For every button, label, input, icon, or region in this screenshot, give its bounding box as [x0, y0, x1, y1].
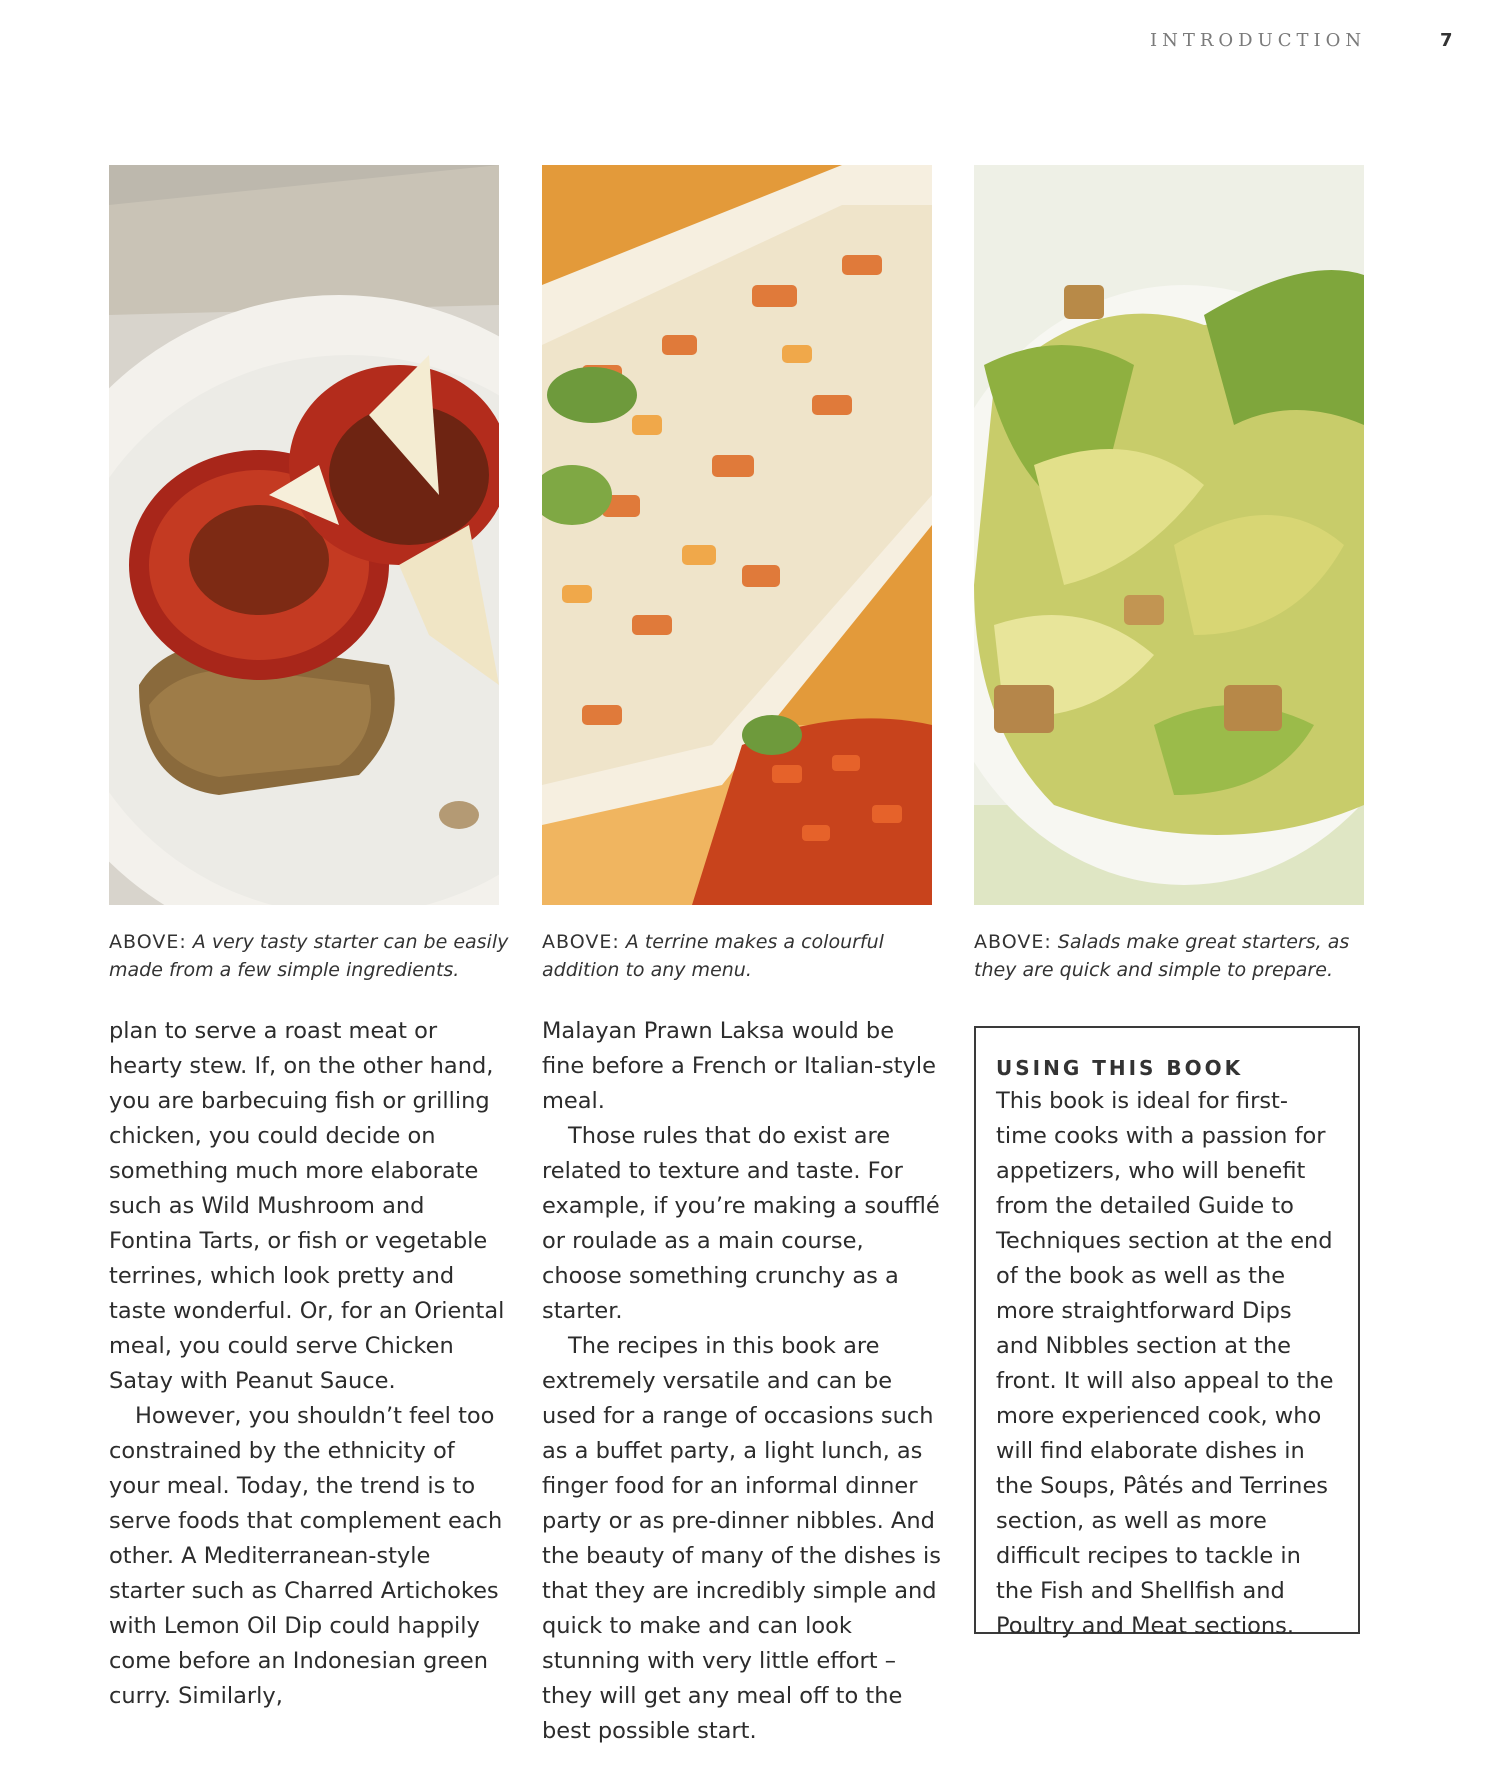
sidebar-title: USING THIS BOOK	[996, 1056, 1244, 1080]
tomato-bruschetta-photo	[109, 165, 499, 905]
paragraph: Those rules that do exist are related to texture and taste. For example, if you’re making a soufflé or roulade as a main course, choose something crunchy as a starter.	[542, 1123, 940, 1324]
terrine-photo	[542, 165, 932, 905]
caption-lead: ABOVE:	[974, 931, 1052, 953]
caesar-salad-photo	[974, 165, 1364, 905]
sidebar-body: This book is ideal for first-time cooks with a passion for appetizers, who will benefit from the detailed Guide to Techniques section at the end of the book as well as the more straightforward Dips and Nibbles section at the front. It will also appeal to the more experienced cook, who will find elaborate dishes in the Soups, Pâtés and Terrines section, as well as more difficult recipes to tackle in the Fish and Shellfish and Poultry and Meat sections.	[996, 1088, 1334, 1639]
paragraph: plan to serve a roast meat or hearty stew. If, on the other hand, you are barbecuing fish or grilling chicken, you could decide on something much more elaborate such as Wild Mushroom and Fontina Tarts, or fish or vegetable terrines, which look pretty and taste wonderful. Or, for an Oriental meal, you could serve Chicken Satay with Peanut Sauce.	[109, 1018, 505, 1394]
using-this-book-box	[974, 1026, 1360, 1639]
caption-2	[542, 928, 922, 984]
caption-text: A terrine makes a colourful addition to any menu.	[542, 931, 884, 981]
body-column-2	[542, 1014, 942, 1749]
caption-text: Salads make great starters, as they are quick and simple to prepare.	[974, 931, 1350, 981]
caption-lead: ABOVE:	[542, 931, 620, 953]
running-head: INTRODUCTION	[1150, 30, 1367, 51]
page-number: 7	[1440, 30, 1453, 51]
caption-1	[109, 928, 509, 984]
caption-text: A very tasty starter can be easily made from a few simple ingredients.	[109, 931, 509, 981]
body-column-1	[109, 1014, 509, 1714]
paragraph: However, you shouldn’t feel too constrained by the ethnicity of your meal. Today, the trend is to serve foods that complement each other. A Mediterranean-style starter such as Charred Artichokes with Lemon Oil Dip could happily come before an Indonesian green curry. Similarly,	[109, 1403, 503, 1709]
caption-3	[974, 928, 1354, 984]
paragraph: The recipes in this book are extremely versatile and can be used for a range of occasions such as a buffet party, a light lunch, as finger food for an informal dinner party or as pre-dinner nibbles. And the beauty of many of the dishes is that they are incredibly simple and quick to make and can look stunning with very little effort – they will get any meal off to the best possible start.	[542, 1333, 941, 1744]
caption-lead: ABOVE:	[109, 931, 187, 953]
paragraph: Malayan Prawn Laksa would be fine before a French or Italian-style meal.	[542, 1018, 936, 1114]
